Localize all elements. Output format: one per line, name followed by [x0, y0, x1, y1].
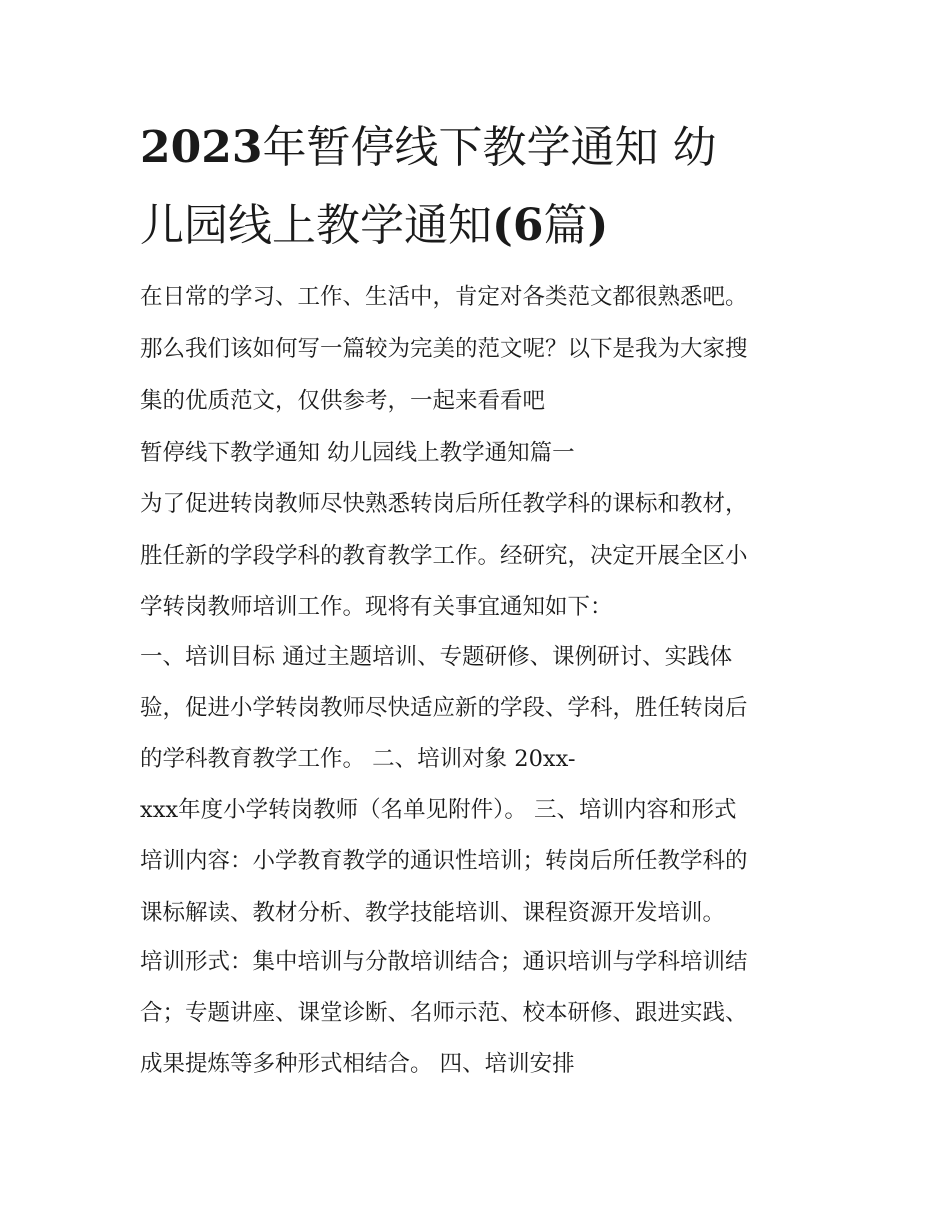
paragraph-line: xxx年度小学转岗教师（名单见附件）。 三、培训内容和形式	[140, 797, 737, 823]
paragraph-line: 的学科教育教学工作。 二、培训对象 20xx-	[140, 746, 576, 772]
paragraph-line: 培训形式：集中培训与分散培训结合；通识培训与学科培训结	[140, 949, 748, 975]
paragraph-line: 验，促进小学转岗教师尽快适应新的学段、学科，胜任转岗后	[140, 695, 748, 721]
paragraph-line: 培训内容：小学教育教学的通识性培训；转岗后所任教学科的	[140, 848, 748, 874]
paragraph-line: 为了促进转岗教师尽快熟悉转岗后所任教学科的课标和教材，	[140, 491, 748, 517]
paragraph-line: 课标解读、教材分析、教学技能培训、课程资源开发培训。	[140, 900, 726, 926]
document-title-line-1: 2023年暂停线下教学通知 幼	[140, 122, 717, 173]
paragraph-line: 集的优质范文，仅供参考，一起来看看吧	[140, 388, 546, 414]
paragraph-line: 一、培训目标 通过主题培训、专题研修、课例研讨、实践体	[140, 644, 733, 670]
paragraph-line: 在日常的学习、工作、生活中，肯定对各类范文都很熟悉吧。	[140, 284, 748, 310]
paragraph-line: 那么我们该如何写一篇较为完美的范文呢？以下是我为大家搜	[140, 336, 748, 362]
document-title-line-2: 儿园线上教学通知(6篇)	[140, 200, 609, 251]
paragraph-line: 合；专题讲座、课堂诊断、名师示范、校本研修、跟进实践、	[140, 1000, 748, 1026]
paragraph-line: 成果提炼等多种形式相结合。 四、培训安排	[140, 1051, 575, 1077]
paragraph-line: 胜任新的学段学科的教育教学工作。经研究，决定开展全区小	[140, 543, 748, 569]
section-heading: 暂停线下教学通知 幼儿园线上教学通知篇一	[140, 440, 575, 466]
paragraph-line: 学转岗教师培训工作。现将有关事宜通知如下：	[140, 594, 613, 620]
